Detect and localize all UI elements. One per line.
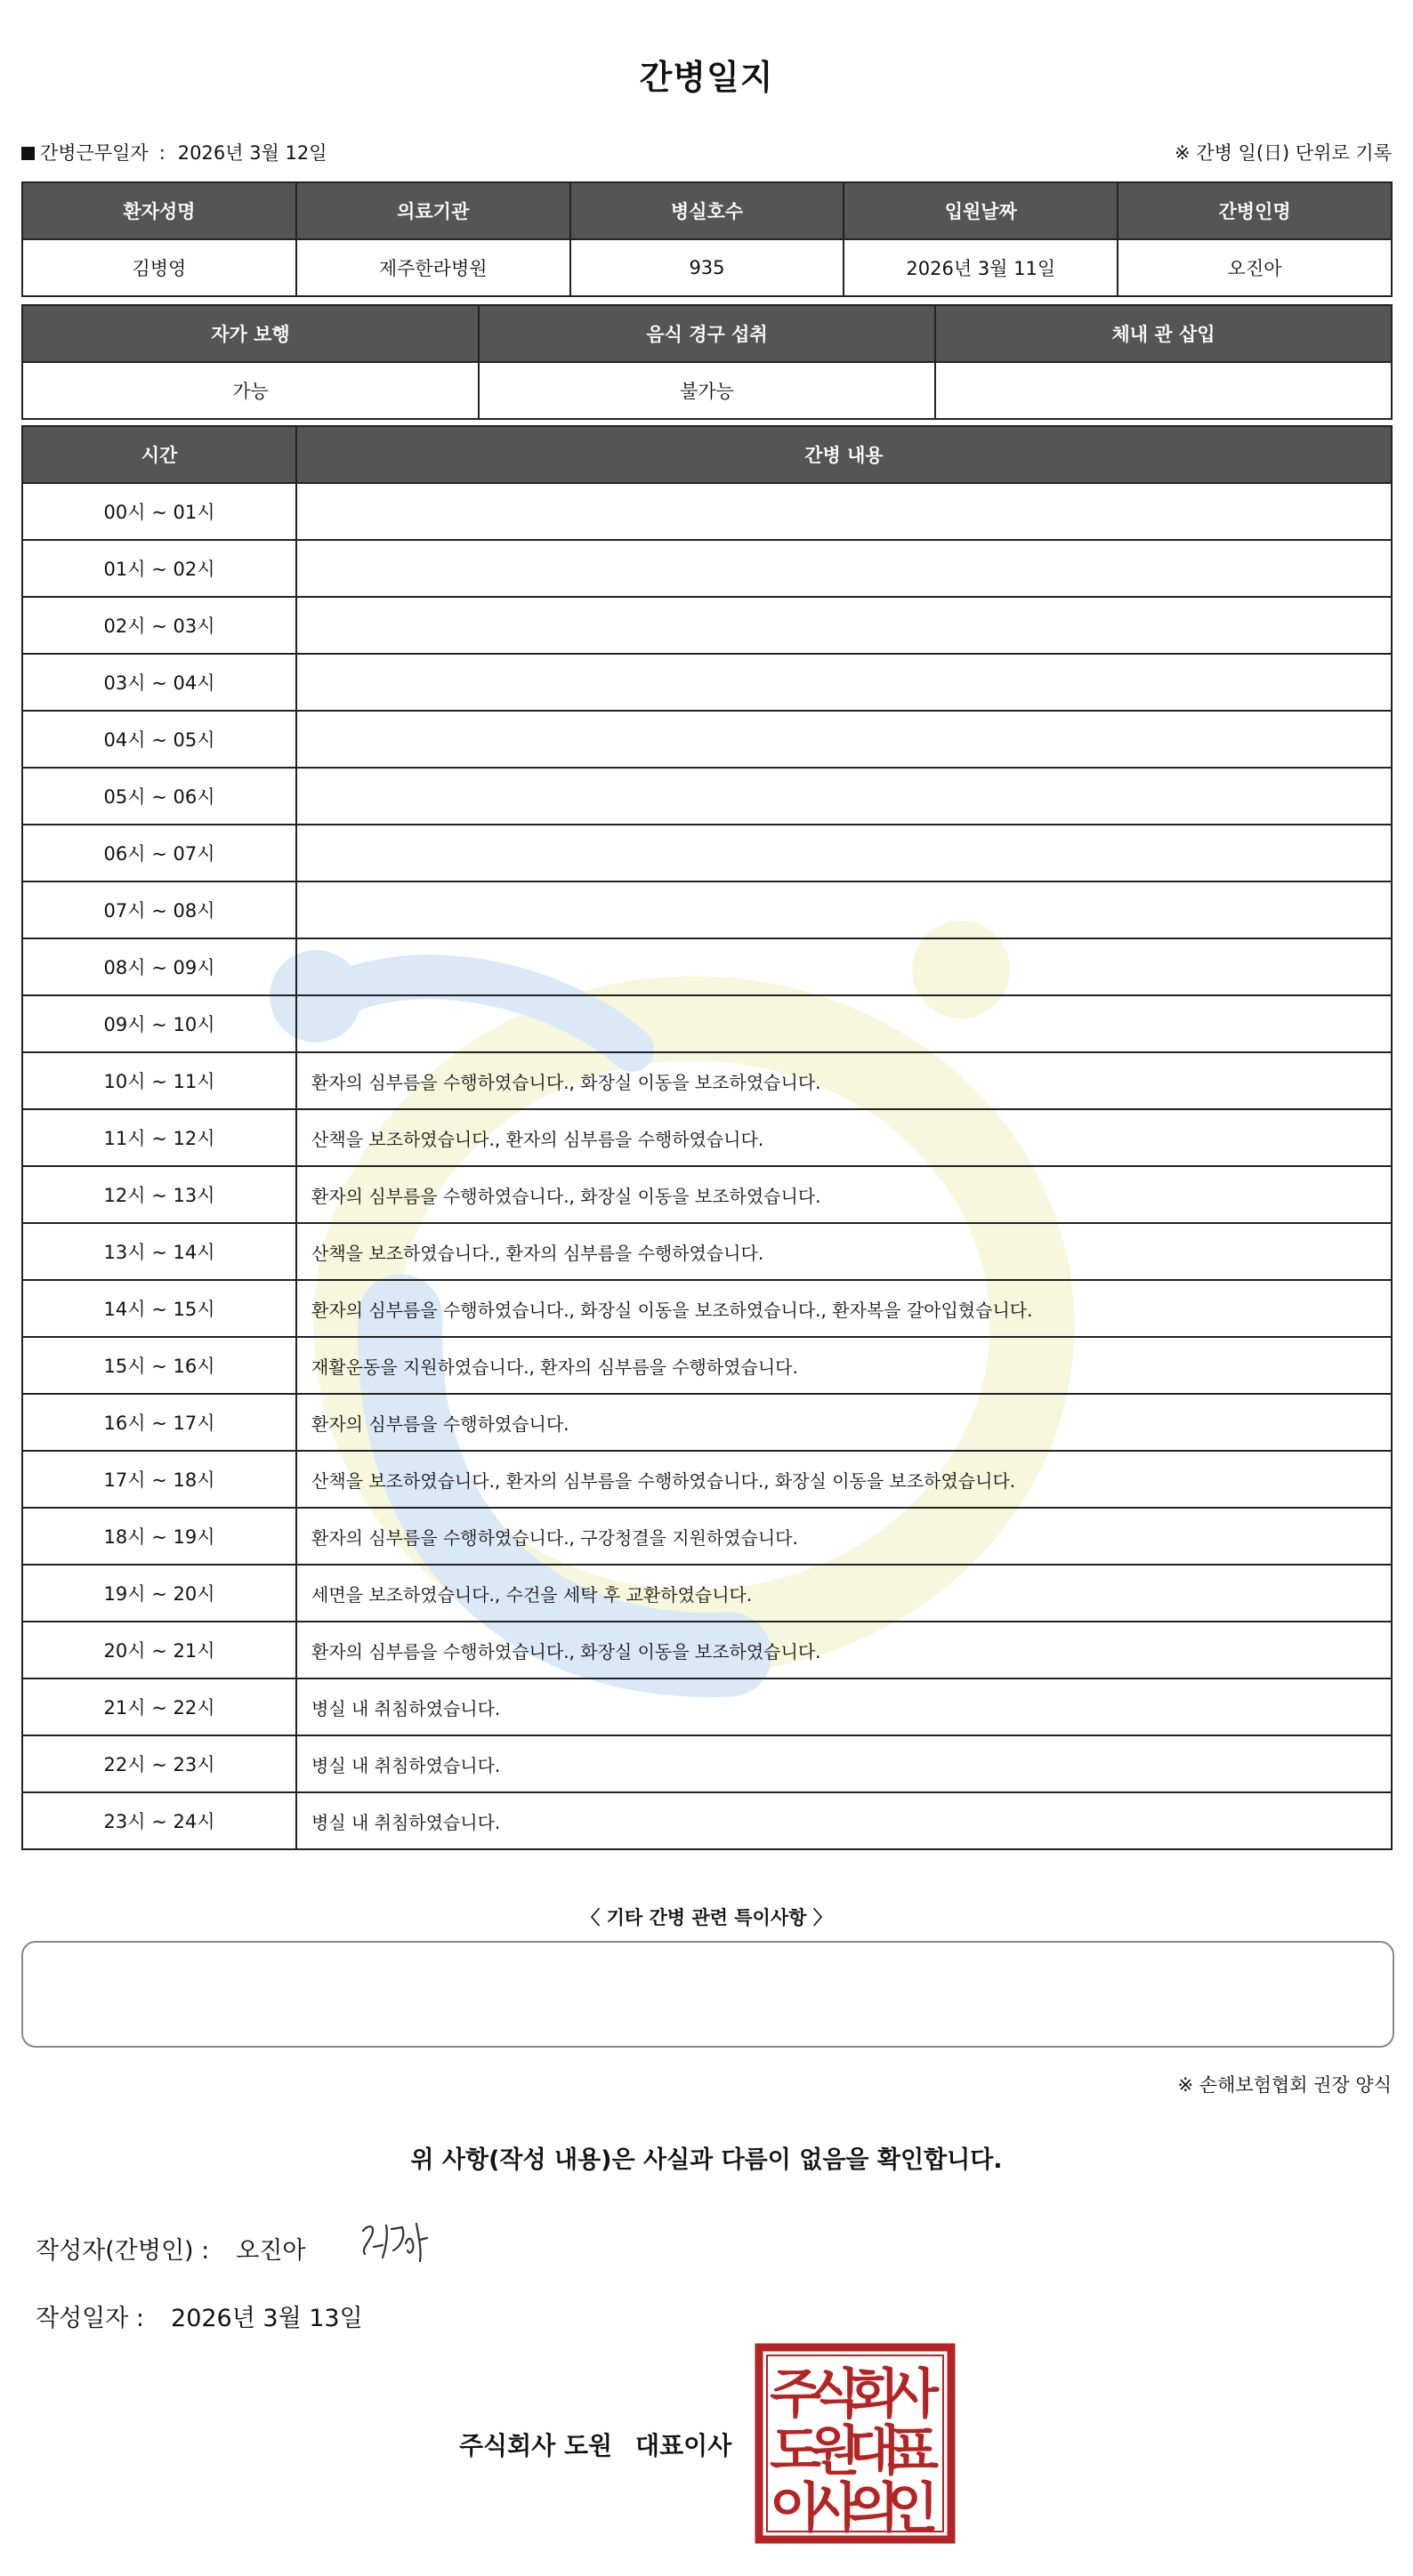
time-cell: 08시 ~ 09시 (22, 938, 296, 995)
care-content-cell: 재활운동을 지원하였습니다., 환자의 심부름을 수행하였습니다. (296, 1337, 1392, 1394)
time-cell: 09시 ~ 10시 (22, 995, 296, 1052)
care-log-body (22, 483, 1392, 1849)
work-date-line (21, 139, 327, 165)
svg-text:인: 인 (887, 2477, 939, 2540)
recommend-note: ※ 손해보험협회 권장 양식 (1177, 2074, 1392, 2096)
svg-text:주: 주 (770, 2363, 821, 2426)
svg-text:사: 사 (887, 2363, 939, 2426)
work-date-value: 2026년 3월 12일 (177, 142, 327, 164)
written-date-line (36, 2298, 363, 2333)
time-cell: 04시 ~ 05시 (22, 711, 296, 768)
care-content-cell: 환자의 심부름을 수행하였습니다., 화장실 이동을 보조하였습니다. (296, 1052, 1392, 1109)
ceo-title: 대표이사 (635, 2431, 732, 2460)
care-content-cell: 병실 내 취침하였습니다. (296, 1792, 1392, 1849)
care-content-header: 간병 내용 (296, 426, 1392, 483)
work-date-label: 간병근무일자 (40, 142, 149, 164)
document-title: 간병일지 (639, 58, 774, 97)
svg-text:대: 대 (848, 2420, 900, 2483)
svg-text:표: 표 (887, 2420, 939, 2483)
care-content-cell: 산책을 보조하였습니다., 환자의 심부름을 수행하였습니다. (296, 1109, 1392, 1166)
notes-box (21, 1941, 1394, 2048)
care-content-cell (296, 483, 1392, 540)
time-cell: 07시 ~ 08시 (22, 881, 296, 938)
table-row (22, 1166, 1392, 1223)
time-cell: 14시 ~ 15시 (22, 1280, 296, 1337)
svg-text:의: 의 (848, 2477, 900, 2540)
table-row (22, 1394, 1392, 1451)
writer-label: 작성자(간병인) : (36, 2237, 210, 2265)
time-cell: 11시 ~ 12시 (22, 1109, 296, 1166)
table-row (22, 1792, 1392, 1849)
time-cell: 12시 ~ 13시 (22, 1166, 296, 1223)
company-signature-line (459, 2427, 731, 2462)
time-cell: 23시 ~ 24시 (22, 1792, 296, 1849)
time-cell: 13시 ~ 14시 (22, 1223, 296, 1280)
square-bullet-icon (21, 147, 35, 160)
room-number-value: 935 (570, 239, 844, 296)
time-cell: 18시 ~ 19시 (22, 1508, 296, 1565)
table-row (22, 540, 1392, 597)
table-row (22, 1337, 1392, 1394)
table-row (22, 825, 1392, 881)
patient-info-table (21, 181, 1393, 297)
time-cell: 10시 ~ 11시 (22, 1052, 296, 1109)
svg-text:도: 도 (770, 2420, 821, 2483)
svg-text:원: 원 (809, 2420, 860, 2483)
care-content-cell (296, 881, 1392, 938)
table-row (22, 1280, 1392, 1337)
self-walking-header: 자가 보행 (22, 305, 479, 362)
patient-name-header: 환자성명 (22, 182, 296, 239)
care-content-cell (296, 654, 1392, 711)
table-row (22, 1565, 1392, 1622)
svg-text:사: 사 (809, 2477, 860, 2540)
table-row (22, 483, 1392, 540)
table-row (22, 1052, 1392, 1109)
table-row (22, 711, 1392, 768)
care-content-cell (296, 597, 1392, 654)
table-row (22, 1109, 1392, 1166)
caregiver-name-value: 오진아 (1118, 239, 1392, 296)
svg-text:회: 회 (848, 2363, 900, 2426)
tube-insertion-value (935, 362, 1392, 419)
table-row (22, 1508, 1392, 1565)
time-cell: 01시 ~ 02시 (22, 540, 296, 597)
record-note: ※ 간병 일(日) 단위로 기록 (1175, 142, 1392, 164)
care-content-cell: 세면을 보조하였습니다., 수건을 세탁 후 교환하였습니다. (296, 1565, 1392, 1622)
care-log-header-row (22, 426, 1392, 483)
hospital-value: 제주한라병원 (296, 239, 570, 296)
admission-date-header: 입원날짜 (844, 182, 1118, 239)
table-row (22, 1678, 1392, 1735)
time-cell: 03시 ~ 04시 (22, 654, 296, 711)
work-date-colon: : (158, 142, 166, 164)
time-cell: 02시 ~ 03시 (22, 597, 296, 654)
time-cell: 22시 ~ 23시 (22, 1735, 296, 1792)
care-content-cell: 산책을 보조하였습니다., 환자의 심부름을 수행하였습니다. (296, 1223, 1392, 1280)
company-name: 주식회사 도원 (459, 2431, 613, 2460)
care-content-cell (296, 711, 1392, 768)
table-row (22, 881, 1392, 938)
care-content-cell: 환자의 심부름을 수행하였습니다. (296, 1394, 1392, 1451)
written-date-value: 2026년 3월 13일 (171, 2305, 363, 2332)
handwritten-signature (356, 2217, 445, 2266)
table-row (22, 1622, 1392, 1678)
table-row (22, 768, 1392, 825)
table-row (22, 1223, 1392, 1280)
table-row (22, 654, 1392, 711)
time-cell: 20시 ~ 21시 (22, 1622, 296, 1678)
care-content-cell: 환자의 심부름을 수행하였습니다., 구강청결을 지원하였습니다. (296, 1508, 1392, 1565)
room-number-header: 병실호수 (570, 182, 844, 239)
care-content-cell (296, 768, 1392, 825)
time-cell: 00시 ~ 01시 (22, 483, 296, 540)
patient-name-value: 김병영 (22, 239, 296, 296)
status-header-row (22, 305, 1392, 362)
svg-text:이: 이 (770, 2477, 821, 2540)
time-cell: 05시 ~ 06시 (22, 768, 296, 825)
table-row (22, 1735, 1392, 1792)
writer-name: 오진아 (236, 2237, 306, 2265)
time-cell: 17시 ~ 18시 (22, 1451, 296, 1508)
patient-status-table (21, 304, 1393, 420)
table-row (22, 1451, 1392, 1508)
company-seal (755, 2343, 956, 2544)
care-log-table (21, 425, 1393, 1850)
care-content-cell: 환자의 심부름을 수행하였습니다., 화장실 이동을 보조하였습니다. (296, 1622, 1392, 1678)
oral-intake-value: 불가능 (479, 362, 935, 419)
time-cell: 19시 ~ 20시 (22, 1565, 296, 1622)
writer-line (36, 2231, 306, 2266)
table-row (22, 597, 1392, 654)
hospital-header: 의료기관 (296, 182, 570, 239)
svg-text:식: 식 (809, 2363, 860, 2426)
care-content-cell (296, 938, 1392, 995)
patient-value-row (22, 239, 1392, 296)
tube-insertion-header: 체내 관 삽입 (935, 305, 1392, 362)
oral-intake-header: 음식 경구 섭취 (479, 305, 935, 362)
care-content-cell: 환자의 심부름을 수행하였습니다., 화장실 이동을 보조하였습니다., 환자복을 갈아입혔습니다. (296, 1280, 1392, 1337)
time-header: 시간 (22, 426, 296, 483)
time-cell: 16시 ~ 17시 (22, 1394, 296, 1451)
status-value-row (22, 362, 1392, 419)
care-content-cell: 환자의 심부름을 수행하였습니다., 화장실 이동을 보조하였습니다. (296, 1166, 1392, 1223)
care-content-cell: 산책을 보조하였습니다., 환자의 심부름을 수행하였습니다., 화장실 이동을 보조하였습니다. (296, 1451, 1392, 1508)
caregiver-name-header: 간병인명 (1118, 182, 1392, 239)
time-cell: 06시 ~ 07시 (22, 825, 296, 881)
confirm-statement: 위 사항(작성 내용)은 사실과 다름이 없음을 확인합니다. (410, 2146, 1003, 2174)
self-walking-value: 가능 (22, 362, 479, 419)
table-row (22, 938, 1392, 995)
time-cell: 15시 ~ 16시 (22, 1337, 296, 1394)
time-cell: 21시 ~ 22시 (22, 1678, 296, 1735)
admission-date-value: 2026년 3월 11일 (844, 239, 1118, 296)
care-content-cell: 병실 내 취침하였습니다. (296, 1735, 1392, 1792)
care-content-cell (296, 825, 1392, 881)
care-content-cell: 병실 내 취침하였습니다. (296, 1678, 1392, 1735)
notes-title: 〈 기타 간병 관련 특이사항 〉 (581, 1907, 832, 1928)
care-content-cell (296, 995, 1392, 1052)
table-row (22, 995, 1392, 1052)
written-date-label: 작성일자 : (36, 2305, 145, 2332)
patient-header-row (22, 182, 1392, 239)
care-content-cell (296, 540, 1392, 597)
